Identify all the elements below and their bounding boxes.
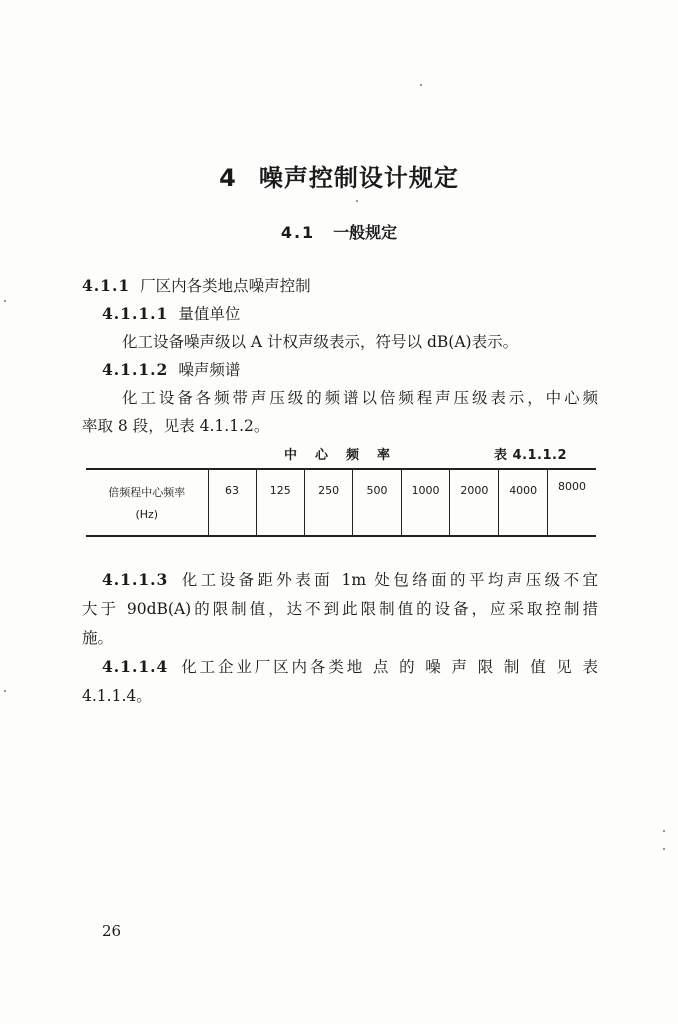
clause-4-1-1-2-heading: [102, 360, 240, 380]
table-cell: 63: [208, 469, 256, 536]
frequency-table: [86, 468, 596, 537]
clause-4-1-1-2-body-line1: 化工设备各频带声压级的频谱以倍频程声压级表示，中心频: [122, 389, 598, 407]
table-cell: 8000: [548, 469, 596, 536]
chapter-title-text: 噪声控制设计规定: [258, 164, 459, 192]
clause-4-1-1-4-line1: [102, 657, 598, 677]
table-number: 表 4.1.1.2: [494, 448, 568, 463]
scan-speck: [4, 690, 6, 692]
clause-number: 4.1.1.2: [102, 360, 169, 379]
clause-4-1-1-3-line3: 施。: [82, 629, 114, 647]
section-title: [0, 220, 678, 243]
section-title-text: 一般规定: [333, 223, 398, 242]
clause-text: 厂区内各类地点噪声控制: [140, 277, 311, 295]
clause-4-1-1-3-line2: 大于 90dB(A)的限制值，达不到此限制值的设备，应采取控制措: [82, 600, 598, 618]
chapter-title: [0, 158, 678, 193]
clause-number: 4.1.1.4: [102, 657, 169, 676]
scan-speck: [420, 84, 422, 86]
clause-4-1-1-2-body-line2: 率取 8 段，见表 4.1.1.2。: [82, 417, 270, 435]
clause-4-1-1: [82, 276, 311, 296]
chapter-number: 4: [219, 164, 237, 192]
clause-4-1-1-1-heading: [102, 304, 240, 324]
table-cell: 125: [256, 469, 304, 536]
clause-4-1-1-1-body: 化工设备噪声级以 A 计权声级表示，符号以 dB(A)表示。: [122, 333, 519, 351]
page-number: 26: [102, 922, 122, 940]
table-cell: 500: [353, 469, 401, 536]
scan-speck: [663, 830, 665, 832]
table-title: 中心频率: [284, 448, 409, 463]
clause-number: 4.1.1.3: [102, 570, 169, 589]
scan-speck: [663, 848, 665, 850]
clause-text: 化工设备距外表面 1m 处包络面的平均声压级不宜: [178, 571, 598, 589]
scan-speck: [356, 200, 358, 202]
scan-speck: [4, 300, 6, 302]
section-number: 4.1: [280, 223, 316, 242]
clause-number: 4.1.1: [82, 276, 131, 295]
table-cell: 1000: [401, 469, 450, 536]
table-cell: 4000: [499, 469, 548, 536]
clause-4-1-1-4-line2: 4.1.1.4。: [82, 687, 152, 705]
clause-text: 化工企业厂区内各类地 点 的 噪 声 限 制 值 见 表: [178, 658, 598, 676]
clause-title: 量值单位: [178, 305, 241, 323]
table-header-label: 倍频程中心频率: [108, 486, 186, 499]
table-row: [86, 469, 596, 536]
table-cell: 250: [304, 469, 352, 536]
table-header-cell: [86, 469, 208, 536]
table-header-unit: (Hz): [135, 508, 159, 521]
table-cell: 2000: [450, 469, 499, 536]
clause-4-1-1-3-line1: [102, 570, 598, 590]
clause-number: 4.1.1.1: [102, 304, 169, 323]
clause-title: 噪声频谱: [178, 361, 241, 379]
